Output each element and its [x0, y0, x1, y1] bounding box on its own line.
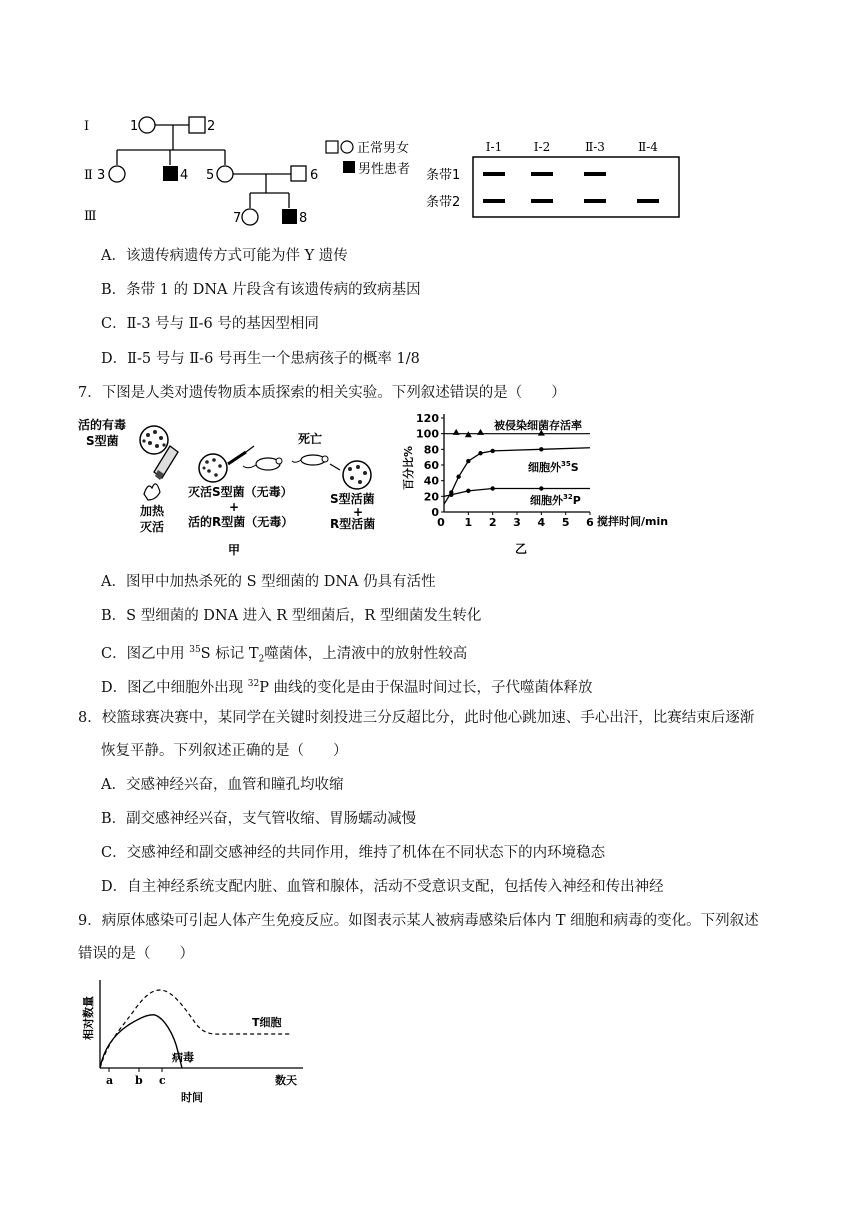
q7-stem: 7．下图是人类对遗传物质本质探索的相关实验。下列叙述错误的是（ ） [78, 385, 566, 401]
series-p32-point [490, 486, 494, 490]
jia-label-heat: 加热 [140, 504, 165, 518]
yi-y-tick-label: 0 [431, 506, 439, 519]
gel-band [531, 172, 553, 176]
gel-band [531, 199, 553, 203]
q8-option-b: B．副交感神经兴奋，支气管收缩、胃肠蠕动减慢 [101, 811, 417, 827]
legend-normal-label: 正常男女 [357, 141, 410, 156]
q8-stem-line2: 恢复平静。下列叙述正确的是（ ） [101, 743, 348, 759]
q7-option-b: B．S 型细菌的 DNA 进入 R 型细菌后，R 型细菌发生转化 [101, 608, 482, 624]
q9-label-virus: 病毒 [172, 1051, 194, 1064]
syringe-icon [228, 446, 254, 464]
jia-caption: 甲 [228, 543, 241, 557]
series-s35-point [466, 459, 470, 463]
gel-row-2: 条带2 [426, 195, 461, 210]
legend-circle-icon [341, 141, 353, 153]
yi-x-tick-label: 3 [513, 516, 521, 529]
jia-label-live-s: S型活菌 [330, 492, 375, 506]
series-s35-point [478, 451, 482, 455]
gel-col-1: Ⅰ-1 [485, 140, 503, 154]
gel-row-1: 条带1 [426, 168, 461, 183]
jia-label-live-r2: R型活菌 [330, 517, 376, 531]
q8-option-c: C．交感神经和副交感神经的共同作用，维持了机体在不同状态下的内环境稳态 [101, 845, 606, 861]
s-strain-dish-icon [140, 426, 168, 454]
yi-caption: 乙 [515, 542, 528, 556]
id-2: 2 [207, 119, 216, 134]
jia-label-live-r: 活的R型菌（无毒） [188, 515, 294, 529]
yi-y-tick-label: 100 [416, 427, 439, 441]
gel-band [584, 199, 606, 203]
individual-6 [291, 166, 306, 181]
mixed-dish-icon [199, 454, 227, 482]
yi-label-s35: 细胞外$^{35}$S [528, 460, 579, 474]
yi-y-tick-label: 20 [423, 490, 439, 504]
series-survival-point [477, 429, 484, 435]
individual-7 [242, 209, 258, 225]
yi-x-tick-label: 0 [437, 516, 445, 529]
jia-label-dead-s: 灭活S型菌（无毒） [188, 485, 293, 499]
gen-label-3: Ⅲ [84, 209, 97, 224]
legend-patient-icon [343, 161, 355, 173]
gel-figure [426, 140, 679, 217]
mouse-icon [243, 458, 282, 470]
individual-3 [109, 166, 125, 182]
q9-x-mark-a: a [106, 1074, 114, 1087]
yi-x-tick-label: 5 [561, 516, 570, 529]
yi-label-survival: 被侵染细菌存活率 [494, 419, 582, 432]
legend-patient-label: 男性患者 [358, 162, 411, 177]
jia-label-kill: 灭活 [140, 520, 165, 534]
yi-x-tick-label: 4 [537, 516, 546, 529]
yi-xlabel: 搅拌时间/min [597, 515, 669, 528]
q6-figures [70, 108, 690, 233]
virus-curve [100, 1015, 182, 1068]
t-cell-curve [100, 990, 291, 1068]
q7-figure-yi [400, 410, 680, 560]
q9-stem-line1: 9．病原体感染可引起人体产生免疫反应。如图表示某人被病毒感染后体内 T 细胞和病毒的变化。下列叙述 [78, 913, 759, 929]
q9-x-mark-b: b [135, 1074, 143, 1087]
id-8: 8 [299, 211, 308, 226]
q9-figure [78, 972, 318, 1112]
q9-x-mark-c: c [159, 1074, 166, 1087]
yi-x-tick-label: 2 [488, 516, 497, 529]
series-s35-point [490, 449, 494, 453]
q6-option-b: B．条带 1 的 DNA 片段含有该遗传病的致病基因 [101, 282, 421, 298]
series-s35-point [539, 447, 543, 451]
legend-square-icon [326, 141, 338, 153]
yi-y-tick-label: 120 [416, 412, 439, 425]
q9-xlabel: 时间 [181, 1091, 203, 1104]
q9-x-end: 数天 [275, 1074, 297, 1087]
q8-option-d: D．自主神经系统支配内脏、血管和腺体，活动不受意识支配，包括传入神经和传出神经 [101, 879, 664, 895]
q8-stem-line1: 8．校篮球赛决赛中，某同学在关键时刻投进三分反超比分，此时他心跳加速、手心出汗，比赛结束后逐渐 [78, 710, 755, 726]
dead-mouse-icon [292, 455, 328, 465]
q7-figure-jia [78, 412, 398, 558]
gel-col-4: Ⅱ-4 [638, 140, 658, 154]
gel-band [637, 199, 659, 203]
series-p32-point [449, 493, 453, 497]
q6-option-a: A．该遗传病遗传方式可能为伴 Y 遗传 [101, 248, 348, 264]
gel-band [584, 172, 606, 176]
gel-col-3: Ⅱ-3 [585, 140, 605, 154]
yi-ylabel: 百分比% [402, 445, 415, 491]
q9-ylabel: 相对数量 [82, 996, 95, 1040]
individual-1 [139, 117, 155, 133]
q6-option-c: C．Ⅱ-3 号与 Ⅱ-6 号的基因型相同 [101, 316, 319, 332]
q7-option-a: A．图甲中加热杀死的 S 型细菌的 DNA 仍具有活性 [101, 574, 436, 590]
gel-col-2: Ⅰ-2 [533, 140, 551, 154]
jia-label-plus-1: + [229, 500, 240, 514]
gel-band [483, 172, 505, 176]
gel-band [483, 199, 505, 203]
individual-4 [163, 166, 178, 181]
jia-label-plus-2: + [353, 505, 364, 519]
series-survival-point [453, 429, 460, 435]
q6-option-d: D．Ⅱ-5 号与 Ⅱ-6 号再生一个患病孩子的概率 1/8 [101, 351, 420, 367]
id-7: 7 [233, 211, 242, 226]
yi-x-tick-label: 6 [586, 516, 594, 529]
q7-option-d: D．图乙中细胞外出现 $^{32}$P 曲线的变化是由于保温时间过长，子代噬菌体释放 [101, 679, 593, 696]
series-p32-point [539, 486, 543, 490]
id-3: 3 [97, 168, 106, 183]
id-1: 1 [130, 119, 139, 134]
jia-label-death: 死亡 [298, 432, 323, 446]
q8-option-a: A．交感神经兴奋，血管和瞳孔均收缩 [101, 777, 344, 793]
flame-icon [144, 484, 160, 500]
yi-y-tick-label: 40 [423, 474, 439, 488]
yi-label-p32: 细胞外$^{32}$P [530, 493, 581, 507]
gen-label-2: Ⅱ [84, 168, 93, 183]
id-4: 4 [180, 168, 189, 183]
jia-label-s-strain: S型菌 [86, 434, 119, 448]
yi-y-tick-label: 60 [423, 459, 439, 472]
pedigree-chart [84, 117, 318, 226]
q9-stem-line2: 错误的是（ ） [78, 946, 194, 962]
individual-2 [189, 117, 205, 133]
yi-y-tick-label: 80 [423, 443, 439, 457]
q7-option-c: C．图乙中用 $^{35}$S 标记 $T_2$噬菌体，上清液中的放射性较高 [101, 645, 468, 665]
id-6: 6 [310, 168, 319, 183]
series-p32-point [466, 489, 470, 493]
series-s35-point [456, 475, 460, 479]
gen-label-1: Ⅰ [84, 119, 90, 134]
yi-x-tick-label: 1 [464, 516, 473, 529]
individual-8 [282, 209, 297, 224]
pedigree-legend [326, 140, 410, 177]
gel-frame [473, 157, 679, 217]
result-dish-icon [343, 461, 371, 489]
jia-label-live-virulent: 活的有毒 [78, 418, 127, 432]
individual-5 [217, 166, 233, 182]
id-5: 5 [206, 168, 215, 183]
q9-label-t-cell: T细胞 [252, 1016, 282, 1029]
